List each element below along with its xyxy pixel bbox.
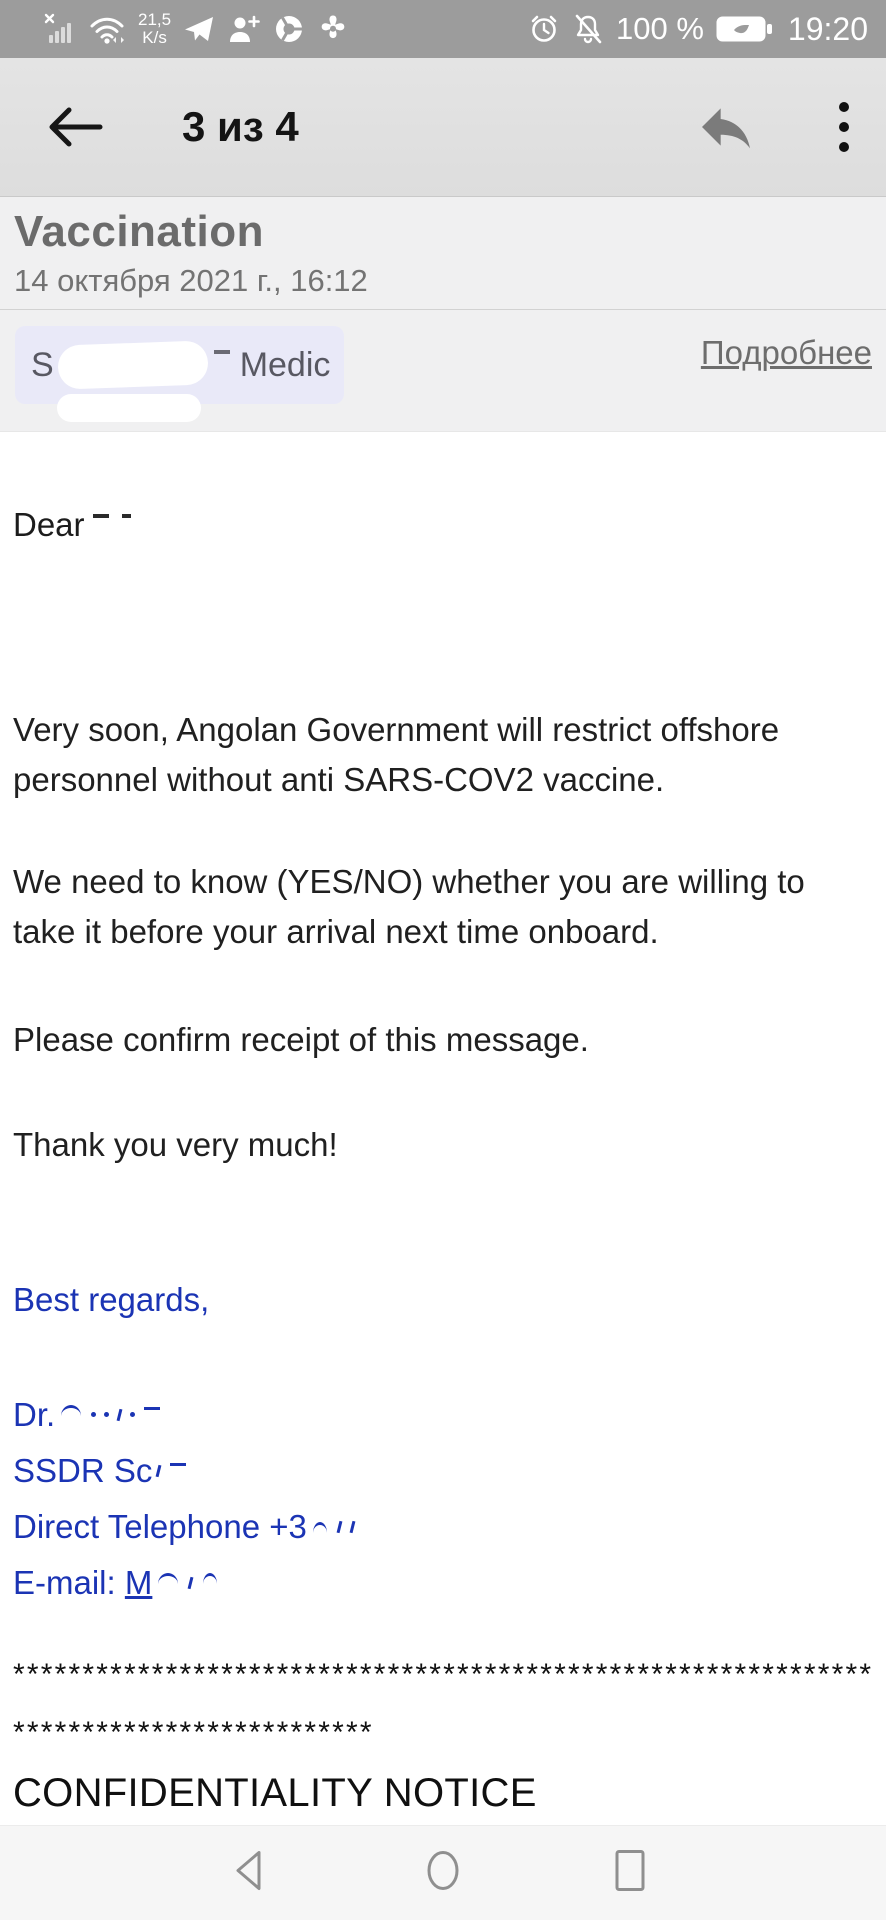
redaction-mark bbox=[156, 1465, 162, 1477]
body-paragraph: Please confirm receipt of this message. bbox=[13, 1021, 589, 1058]
sender-chip[interactable] bbox=[15, 326, 344, 404]
separator-asterisks: ************************** bbox=[13, 1716, 374, 1749]
salutation-line bbox=[13, 500, 862, 550]
signature-org: SSDR Sc bbox=[13, 1452, 153, 1489]
email-body bbox=[0, 432, 886, 1825]
redaction-blob bbox=[57, 394, 201, 422]
menu-dot bbox=[839, 142, 849, 152]
separator-asterisks: ************************************************************** bbox=[13, 1658, 874, 1691]
back-button[interactable] bbox=[42, 99, 112, 155]
sender-block bbox=[0, 310, 886, 432]
body-paragraph: We need to know (YES/NO) whether you are willing to take it before your arrival next time onboard. bbox=[13, 863, 805, 950]
redaction-mark bbox=[144, 1407, 160, 1410]
redaction-blob bbox=[57, 340, 208, 389]
android-nav-bar bbox=[0, 1825, 886, 1920]
status-bar bbox=[0, 0, 886, 58]
clock-time: 19:20 bbox=[787, 10, 868, 47]
battery-icon bbox=[716, 14, 774, 44]
reply-icon bbox=[690, 95, 762, 159]
subject-block bbox=[0, 197, 886, 310]
avast-icon bbox=[317, 13, 349, 45]
message-counter: 3 из 4 bbox=[182, 103, 299, 150]
nav-back-triangle-icon bbox=[229, 1847, 273, 1895]
email-subject: Vaccination bbox=[14, 207, 265, 256]
redaction-mark bbox=[61, 1405, 81, 1416]
telegram-icon bbox=[183, 14, 215, 44]
menu-dot bbox=[839, 122, 849, 132]
redaction-mark bbox=[336, 1521, 342, 1533]
redaction-mark bbox=[188, 1577, 194, 1589]
email-date: 14 октября 2021 г., 16:12 bbox=[14, 263, 368, 298]
back-arrow-icon bbox=[42, 102, 106, 152]
overflow-menu-button[interactable] bbox=[824, 87, 864, 167]
nav-recents-button[interactable] bbox=[608, 1847, 652, 1900]
signature-email-label: E-mail: bbox=[13, 1564, 116, 1601]
nav-home-button[interactable] bbox=[421, 1847, 465, 1900]
add-contact-icon bbox=[227, 14, 261, 44]
redaction-mark bbox=[122, 514, 131, 518]
battery-percent: 100 % bbox=[616, 11, 704, 46]
signature-block bbox=[13, 1387, 862, 1611]
wifi-icon bbox=[88, 13, 126, 45]
redaction-mark bbox=[349, 1521, 355, 1533]
alarm-icon bbox=[528, 13, 560, 45]
signal-strength-icon bbox=[44, 13, 76, 45]
notifications-off-icon bbox=[572, 13, 604, 45]
signature-name-line bbox=[13, 1387, 862, 1443]
signature-email-link[interactable]: M bbox=[124, 1564, 153, 1601]
nav-recents-square-icon bbox=[608, 1847, 652, 1895]
reply-button[interactable] bbox=[690, 95, 762, 159]
confidentiality-notice: CONFIDENTIALITY NOTICE bbox=[13, 1771, 537, 1815]
redaction-mark bbox=[130, 1412, 135, 1417]
network-speed-value: 21,5 bbox=[138, 10, 172, 29]
redaction-mark bbox=[104, 1412, 109, 1417]
redaction-mark bbox=[158, 1573, 178, 1584]
status-bar-right bbox=[528, 11, 868, 48]
app-bar bbox=[0, 58, 886, 197]
chrome-icon bbox=[273, 13, 305, 45]
salutation-text: Dear bbox=[13, 506, 85, 543]
redaction-mark bbox=[214, 350, 230, 354]
redaction-mark bbox=[93, 514, 109, 518]
menu-dot bbox=[839, 102, 849, 112]
network-speed bbox=[138, 11, 171, 47]
sender-name-visible: Medic bbox=[239, 345, 331, 384]
redaction-mark bbox=[117, 1409, 123, 1421]
redaction-mark bbox=[203, 1573, 217, 1584]
redaction-mark bbox=[91, 1412, 96, 1417]
signature-phone-line bbox=[13, 1499, 862, 1555]
redaction-mark bbox=[313, 1522, 327, 1533]
status-bar-left bbox=[44, 11, 349, 47]
nav-home-circle-icon bbox=[421, 1847, 465, 1895]
details-link[interactable]: Подробнее bbox=[700, 334, 872, 371]
body-paragraph: Very soon, Angolan Government will restrict offshore personnel without anti SARS-COV2 vaccine. bbox=[13, 711, 780, 798]
sender-name-prefix: S bbox=[31, 345, 54, 384]
body-paragraph: Thank you very much! bbox=[13, 1126, 338, 1163]
signature-phone: Direct Telephone +3 bbox=[13, 1508, 307, 1545]
signature-email-line bbox=[13, 1555, 862, 1611]
network-speed-unit: K/s bbox=[142, 28, 167, 47]
signature-closing: Best regards, bbox=[13, 1281, 210, 1318]
signature-name: Dr. bbox=[13, 1396, 56, 1433]
nav-back-button[interactable] bbox=[229, 1847, 273, 1900]
signature-org-line bbox=[13, 1443, 862, 1499]
redaction-mark bbox=[170, 1463, 186, 1466]
